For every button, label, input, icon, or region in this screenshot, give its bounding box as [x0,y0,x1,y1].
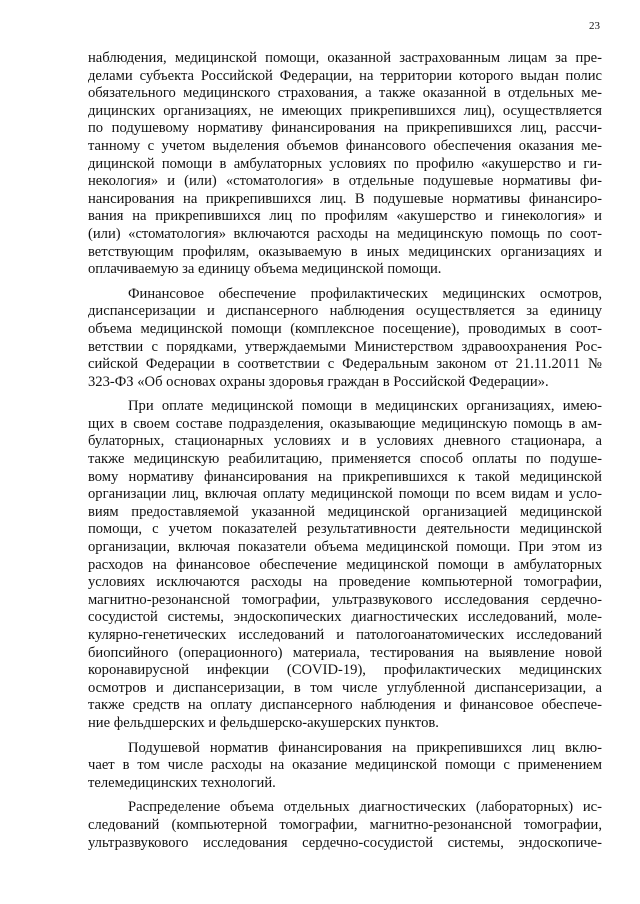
paragraph [88,799,602,852]
text-line: булаторных, стационарных условиях и в условиях дневного стационара, а [88,433,602,450]
text-line: делами субъекта Российской Федерации, на территории которого выдан полис [88,67,602,84]
text-line: некология» и (или) «стоматология» в отдельные подушевые нормативы фи- [88,173,602,190]
text-line: дицинской помощи в амбулаторных условиях по профилю «акушерство и ги- [88,155,602,172]
text-line: условиях исключаются расходы на проведение компьютерной томографии, [88,574,602,591]
text-line: 323-ФЗ «Об основах охраны здоровья граждан в Российской Федерации». [88,373,549,390]
text-line: При оплате медицинской помощи в медицинских организациях, имею- [128,398,602,415]
text-line: щих в своем составе подразделения, оказывающие медицинскую помощь в ам- [88,415,602,432]
text-line: сийской Федерации в соответствии с Федеральным законом от 21.11.2011 № [88,356,602,373]
paragraph [88,50,602,279]
text-line: организации лиц, включая оплату медицинской помощи по всем видам и усло- [88,486,602,503]
text-line: также медицинскую реабилитацию, применяется способ оплаты по подуше- [88,451,602,468]
text-line: также средств на оплату диспансерного наблюдения и финансовое обеспече- [88,697,602,714]
paragraph [88,740,602,793]
text-line: Распределение объема отдельных диагностических (лабораторных) ис- [128,799,602,816]
text-line: сосудистой системы, эндоскопических диагностических исследований, моле- [88,609,602,626]
paragraph [88,286,602,392]
text-line: расходов на финансовое обеспечение медицинской помощи в амбулаторных [88,556,602,573]
text-line: диспансеризации и диспансерного наблюдения осуществляется за единицу [88,303,602,320]
text-line: ветствующим профилям, оказываемую в иных медицинских организациях и [88,243,602,260]
text-line: танному с учетом выделения объемов финансового обеспечения оказания ме- [88,137,602,154]
text-line: кулярно-генетических исследований и патологоанатомических исследований [88,627,602,643]
text-line: ние фельдшерских и фельдшерско-акушерских пунктов. [88,714,439,731]
text-line: помощи, с учетом показателей результативности деятельности медицинской [88,521,602,538]
text-line: обязательного медицинского страхования, а также оказанной в отдельных ме- [88,85,602,102]
text-line: магнитно-резонансной томографии, ультразвукового исследования сердечно- [88,591,602,608]
text-line: биопсийного (операционного) материала, тестирования на выявление новой [88,644,602,661]
text-line: виям предоставляемой указанной медицинской организацией медицинской [88,503,602,520]
text-line: организации, включая показатели объема медицинской помощи. При этом из [88,539,602,556]
text-line: ветствии с порядками, утверждаемыми Министерством здравоохранения Рос- [88,338,602,355]
text-line: наблюдения, медицинской помощи, оказанной застрахованным лицам за пре- [88,50,602,66]
page-number: 23 [589,20,600,32]
paragraph [88,398,602,732]
text-line: (или) «стоматология» включаются расходы на медицинскую помощь по соот- [88,225,602,242]
text-line: по подушевому нормативу финансирования на прикрепившихся лиц, рассчи- [88,120,602,137]
text-line: дицинских организациях, не имеющих прикрепившихся лиц), осуществляется [88,102,602,119]
text-line: телемедицинских технологий. [88,774,276,791]
text-line: чает в том числе расходы на оказание медицинской помощи с применением [88,757,602,774]
text-line: осмотров и диспансеризации, в том числе углубленной диспансеризации, а [88,679,602,696]
text-line: объема медицинской помощи (комплексное посещение), проводимых в соот- [88,320,602,337]
text-line: коронавирусной инфекции (COVID-19), профилактических медицинских [88,662,602,679]
text-line: нансирования на прикрепившихся лиц. В подушевые нормативы финансиро- [88,190,602,207]
text-line: вания на прикрепившихся лиц по профилям «акушерство и гинекология» и [88,208,602,225]
text-line: Подушевой норматив финансирования на прикрепившихся лиц вклю- [128,739,602,756]
text-line: ультразвукового исследования сердечно-сосудистой системы, эндоскопиче- [88,834,602,851]
text-line: оплачиваемую за единицу объема медицинской помощи. [88,261,442,278]
document-body [88,50,602,852]
text-line: Финансовое обеспечение профилактических медицинских осмотров, [128,285,602,302]
text-line: следований (компьютерной томографии, магнитно-резонансной томографии, [88,816,602,833]
text-line: вому нормативу финансирования на прикрепившихся к такой медицинской [88,468,602,485]
